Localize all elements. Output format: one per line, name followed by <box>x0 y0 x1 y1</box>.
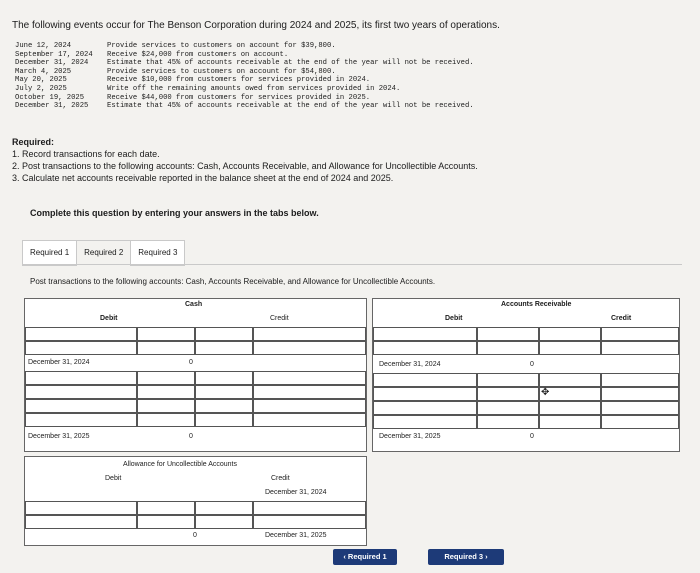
ar-credit-amount[interactable] <box>601 327 679 341</box>
tab-required-2[interactable]: Required 2 <box>76 240 131 265</box>
event-row <box>15 42 474 51</box>
tab-required-3[interactable]: Required 3 <box>130 240 185 266</box>
event-date: October 19, 2025 <box>15 93 85 102</box>
event-text: Receive $44,000 from customers for services provided in 2025. <box>107 93 371 102</box>
allowance-credit-amount[interactable] <box>253 515 366 529</box>
event-date: July 2, 2025 <box>15 84 67 93</box>
allowance-balance-2025: 0 <box>193 532 197 539</box>
required-item: 1. Record transactions for each date. <box>12 149 160 159</box>
ar-title: Accounts Receivable <box>501 301 572 308</box>
event-text: Write off the remaining amounts owed from services provided in 2024. <box>107 84 401 93</box>
ar-credit-entry[interactable] <box>539 415 601 429</box>
ar-balance-2024-label: December 31, 2024 <box>379 361 441 368</box>
tab-panel-border <box>22 264 682 265</box>
cash-debit-entry[interactable] <box>25 399 137 413</box>
next-button-label: Required 3 <box>444 552 484 561</box>
ar-credit-amount[interactable] <box>601 415 679 429</box>
ar-debit-entry[interactable] <box>373 401 477 415</box>
cash-debit-entry[interactable] <box>25 327 137 341</box>
ar-t-account <box>372 298 680 452</box>
cash-debit-entry[interactable] <box>25 341 137 355</box>
event-row <box>15 59 474 68</box>
ar-debit-amount[interactable] <box>477 327 539 341</box>
prev-button-label: Required 1 <box>347 552 387 561</box>
tab-bar <box>22 240 184 266</box>
allowance-balance-2024-label: December 31, 2024 <box>265 489 327 496</box>
cash-credit-amount[interactable] <box>253 341 366 355</box>
cash-balance-2024: 0 <box>189 359 193 366</box>
ar-credit-entry[interactable] <box>539 401 601 415</box>
intro-text: The following events occur for The Benson Corporation during 2024 and 2025, its first two years of operations. <box>12 20 500 31</box>
event-row <box>15 68 474 77</box>
complete-message: Complete this question by entering your answers in the tabs below. <box>30 208 319 218</box>
cash-title: Cash <box>185 301 203 308</box>
event-date: December 31, 2025 <box>15 102 89 111</box>
cash-debit-amount[interactable] <box>137 341 195 355</box>
ar-credit-header: Credit <box>611 315 632 322</box>
cash-t-account <box>24 298 367 452</box>
cash-debit-amount[interactable] <box>137 399 195 413</box>
chevron-right-icon: › <box>483 552 488 561</box>
ar-credit-amount[interactable] <box>601 373 679 387</box>
cash-debit-amount[interactable] <box>137 371 195 385</box>
next-button[interactable] <box>428 549 504 565</box>
events-list <box>15 42 474 111</box>
ar-debit-entry[interactable] <box>373 373 477 387</box>
event-text: Provide services to customers on account for $54,800. <box>107 67 336 76</box>
allowance-balance-2025-label: December 31, 2025 <box>265 532 327 539</box>
event-row <box>15 76 474 85</box>
allowance-title: Allowance for Uncollectible Accounts <box>123 461 238 468</box>
ar-debit-entry[interactable] <box>373 415 477 429</box>
cash-credit-amount[interactable] <box>253 371 366 385</box>
required-item: 2. Post transactions to the following accounts: Cash, Accounts Receivable, and Allowance for Uncollectible Accounts. <box>12 161 478 171</box>
ar-debit-amount[interactable] <box>477 341 539 355</box>
ar-credit-amount[interactable] <box>601 341 679 355</box>
event-text: Receive $24,000 from customers on account. <box>107 50 289 59</box>
cash-credit-entry[interactable] <box>195 327 253 341</box>
ar-credit-amount[interactable] <box>601 387 679 401</box>
required-item: 3. Calculate net accounts receivable reported in the balance sheet at the end of 2024 and 2025. <box>12 173 394 183</box>
cash-credit-amount[interactable] <box>253 413 366 427</box>
ar-debit-header: Debit <box>445 315 463 322</box>
event-text: Estimate that 45% of accounts receivable at the end of the year will not be received. <box>107 102 474 111</box>
ar-debit-entry[interactable] <box>373 327 477 341</box>
event-row <box>15 85 474 94</box>
cash-credit-entry[interactable] <box>195 399 253 413</box>
cash-credit-entry[interactable] <box>195 341 253 355</box>
allowance-t-account <box>24 456 367 546</box>
ar-debit-entry[interactable] <box>373 341 477 355</box>
cash-credit-entry[interactable] <box>195 385 253 399</box>
ar-credit-amount[interactable] <box>601 401 679 415</box>
cash-debit-entry[interactable] <box>25 413 137 427</box>
allowance-debit-amount[interactable] <box>137 501 195 515</box>
cash-credit-entry[interactable] <box>195 413 253 427</box>
prev-button[interactable] <box>333 549 397 565</box>
allowance-debit-header: Debit <box>105 475 122 482</box>
event-date: December 31, 2024 <box>15 59 89 68</box>
cash-credit-amount[interactable] <box>253 385 366 399</box>
cash-credit-amount[interactable] <box>253 327 366 341</box>
allowance-debit-amount[interactable] <box>137 515 195 529</box>
ar-credit-entry[interactable] <box>539 327 601 341</box>
allowance-credit-entry[interactable] <box>195 501 253 515</box>
cash-debit-entry[interactable] <box>25 371 137 385</box>
event-row <box>15 51 474 60</box>
allowance-debit-entry[interactable] <box>25 501 137 515</box>
cash-credit-amount[interactable] <box>253 399 366 413</box>
required-block <box>12 136 478 184</box>
ar-debit-amount[interactable] <box>477 373 539 387</box>
cash-credit-header: Credit <box>270 315 289 322</box>
tab-required-1[interactable]: Required 1 <box>22 240 77 266</box>
post-instruction: Post transactions to the following accounts: Cash, Accounts Receivable, and Allowance for Uncollectible Accounts. <box>30 277 436 286</box>
cursor-icon: ✥ <box>541 387 550 398</box>
event-text: Provide services to customers on account for $39,800. <box>107 42 336 50</box>
allowance-debit-entry[interactable] <box>25 515 137 529</box>
event-date: June 12, 2024 <box>15 42 72 50</box>
ar-balance-2024: 0 <box>530 361 534 368</box>
ar-credit-entry[interactable] <box>539 341 601 355</box>
cash-credit-entry[interactable] <box>195 371 253 385</box>
cash-debit-header: Debit <box>100 315 118 322</box>
cash-debit-entry[interactable] <box>25 385 137 399</box>
required-title: Required: <box>12 137 55 147</box>
allowance-credit-amount[interactable] <box>253 501 366 515</box>
cash-balance-2024-label: December 31, 2024 <box>28 359 90 366</box>
cash-debit-amount[interactable] <box>137 327 195 341</box>
event-text: Receive $10,000 from customers for services provided in 2024. <box>107 76 371 85</box>
ar-debit-amount[interactable] <box>477 415 539 429</box>
cash-balance-2025: 0 <box>189 433 193 440</box>
ar-credit-entry[interactable] <box>539 373 601 387</box>
allowance-credit-entry[interactable] <box>195 515 253 529</box>
ar-balance-2025: 0 <box>530 433 534 440</box>
ar-balance-2025-label: December 31, 2025 <box>379 433 441 440</box>
ar-debit-amount[interactable] <box>477 387 539 401</box>
ar-debit-amount[interactable] <box>477 401 539 415</box>
event-text: Estimate that 45% of accounts receivable at the end of the year will not be received. <box>107 59 474 68</box>
event-date: March 4, 2025 <box>15 67 72 76</box>
event-row <box>15 102 474 111</box>
chevron-left-icon: ‹ <box>343 552 348 561</box>
cash-debit-amount[interactable] <box>137 413 195 427</box>
event-row <box>15 94 474 103</box>
cash-balance-2025-label: December 31, 2025 <box>28 433 90 440</box>
event-date: September 17, 2024 <box>15 50 93 59</box>
event-date: May 20, 2025 <box>15 76 67 85</box>
cash-debit-amount[interactable] <box>137 385 195 399</box>
allowance-credit-header: Credit <box>271 475 290 482</box>
ar-debit-entry[interactable] <box>373 387 477 401</box>
